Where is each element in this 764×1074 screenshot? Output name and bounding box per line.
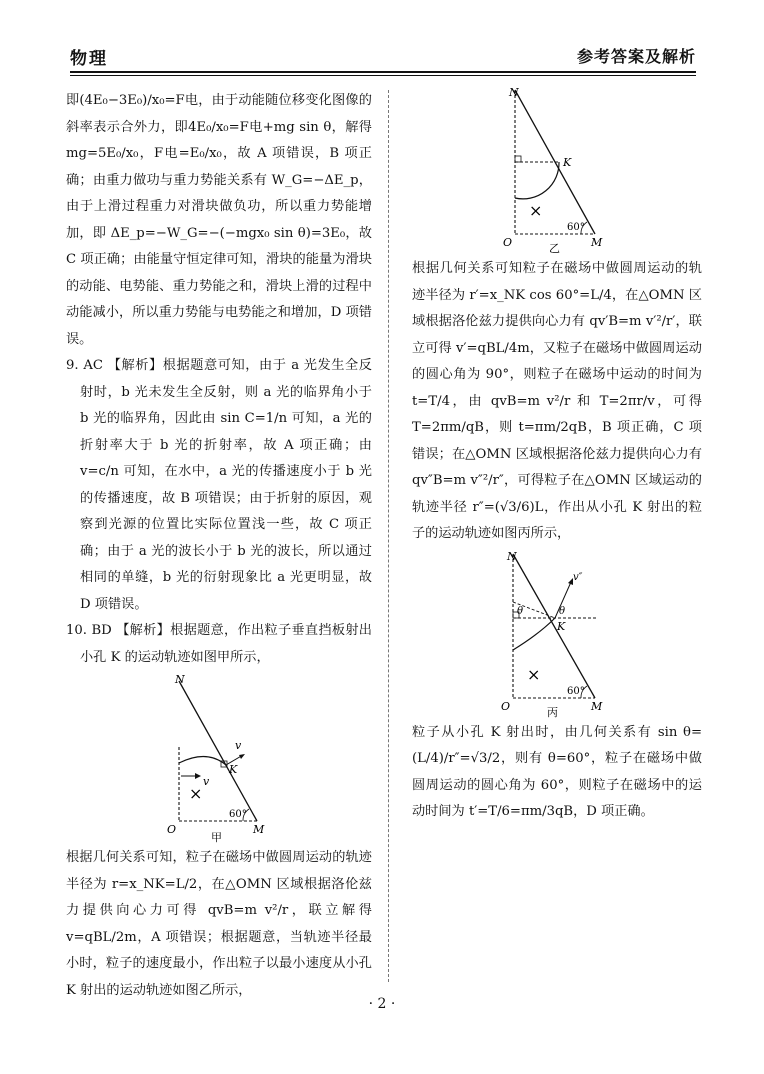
label-angle: 60° — [229, 809, 247, 820]
header-rule-thin — [70, 75, 696, 76]
q10-intro: 10. BD 【解析】根据题意，作出粒子垂直挡板射出小孔 K 的运动轨迹如图甲所示， — [66, 623, 372, 665]
label-M: M — [591, 236, 603, 249]
label-theta-left: θ — [517, 605, 524, 617]
figure-caption-jia: 甲 — [211, 831, 222, 843]
label-N: N — [175, 673, 185, 686]
page-number: · 2 · — [368, 996, 396, 1012]
figure-bing — [487, 550, 627, 718]
label-O: O — [503, 236, 513, 249]
q8-continuation: 即(4E₀−3E₀)/x₀=F电，由于动能随位移变化图像的斜率表示合外力，即4E₀/x₀=F电+mg sin θ，解得 mg=5E₀/x₀，F电=E₀/x₀，故 A 项错误，B 项正确；由重力做功与重力势能关系有 W_G=−ΔE_p，由于上滑过程重力对滑块做负功，所以重力势能增加，即 ΔE_p=−W_G=−(−mgx₀ sin θ)=3E₀，故 C 项正确；由能量守恒定律可知，滑块的能量为滑块的动能、电势能、重力势能之和，滑块上滑的过程中动能减小，所以重力势能与电势能之和增加，D 项错误。 — [66, 93, 372, 347]
q10-part-a: 根据几何关系可知，粒子在磁场中做圆周运动的轨迹半径为 r=x_NK=L/2，在△OMN 区域根据洛伦兹力提供向心力可得 qvB=m v²/r，联立解得 v=qBL/2m，A 项错误；根据题意，当轨迹半径最小时，粒子的速度最小，作出粒子以最小速度从小孔 K 射出的运动轨迹如图乙所示， — [66, 850, 372, 998]
field-cross: × — [189, 784, 203, 803]
label-N: N — [507, 549, 517, 563]
figure-caption-yi: 乙 — [549, 242, 560, 254]
subject-title: 物理 — [70, 49, 108, 69]
label-v-out: v — [235, 739, 242, 752]
left-column — [66, 88, 372, 1004]
right-column — [412, 88, 702, 826]
label-O: O — [501, 699, 511, 713]
label-angle: 60° — [567, 685, 585, 697]
q10-part-c: 粒子从小孔 K 射出时，由几何关系有 sin θ=(L/4)/r″=√3/2，则有 θ=60°，粒子在磁场中做圆周运动的圆心角为 60°，则粒子在磁场中的运动时间为 t′=T/6=πm/3qB，D 项正确。 — [412, 724, 702, 819]
label-N: N — [509, 86, 519, 99]
label-v-in: v — [203, 775, 210, 788]
label-M: M — [591, 699, 603, 713]
label-M: M — [253, 823, 265, 836]
label-O: O — [167, 823, 177, 836]
label-v-out: v″ — [573, 571, 583, 583]
figure-yi — [487, 86, 627, 254]
label-K: K — [557, 619, 566, 633]
q10-part-b: 根据几何关系可知粒子在磁场中做圆周运动的轨迹半径为 r′=x_NK cos 60°=L/4，在△OMN 区域根据洛伦兹力提供向心力有 qv′B=m v′²/r′，联立可得 v′=qBL/4m，又粒子在磁场中做圆周运动的圆心角为 90°，则粒子在磁场中运动的时间为 t=T/4，由 qvB=m v²/r 和 T=2πr/v，可得 T=2πm/qB，则 t=πm/2qB，B 项正确，C 项错误；在△OMN 区域根据洛伦兹力提供向心力有 qv″B=m v″²/r″，可得粒子在△OMN 区域运动的轨迹半径 r″=(√3/6)L，作出从小孔 K 射出的粒子的运动轨迹如图丙所示， — [412, 261, 702, 541]
page-header — [70, 44, 696, 70]
label-K: K — [563, 156, 572, 169]
field-cross: × — [529, 201, 543, 220]
label-K: K — [229, 763, 238, 776]
label-angle: 60° — [567, 222, 585, 233]
figure-caption-bing: 丙 — [547, 705, 558, 718]
figure-jia — [149, 673, 289, 843]
q9-solution: 9. AC 【解析】根据题意可知，由于 a 光发生全反射时，b 光未发生全反射，则 a 光的临界角小于 b 光的临界角，因此由 sin C=1/n 可知，a 光的折射率大于 b 光的折射率，故 A 项正确；由 v=c/n 可知，在水中，a 光的传播速度小于 b 光的传播速度，故 B 项错误；由于折射的原因，观察到光源的位置比实际位置浅一些，故 C 项正确；由于 a 光的波长小于 b 光的波长，所以通过相同的单缝，b 光的衍射现象比 a 光更明显，故 D 项错误。 — [66, 358, 372, 612]
field-cross: × — [527, 664, 541, 684]
header-rule — [70, 71, 696, 73]
section-title: 参考答案及解析 — [576, 47, 696, 66]
column-divider — [388, 90, 389, 982]
label-theta-right: θ — [559, 605, 566, 617]
